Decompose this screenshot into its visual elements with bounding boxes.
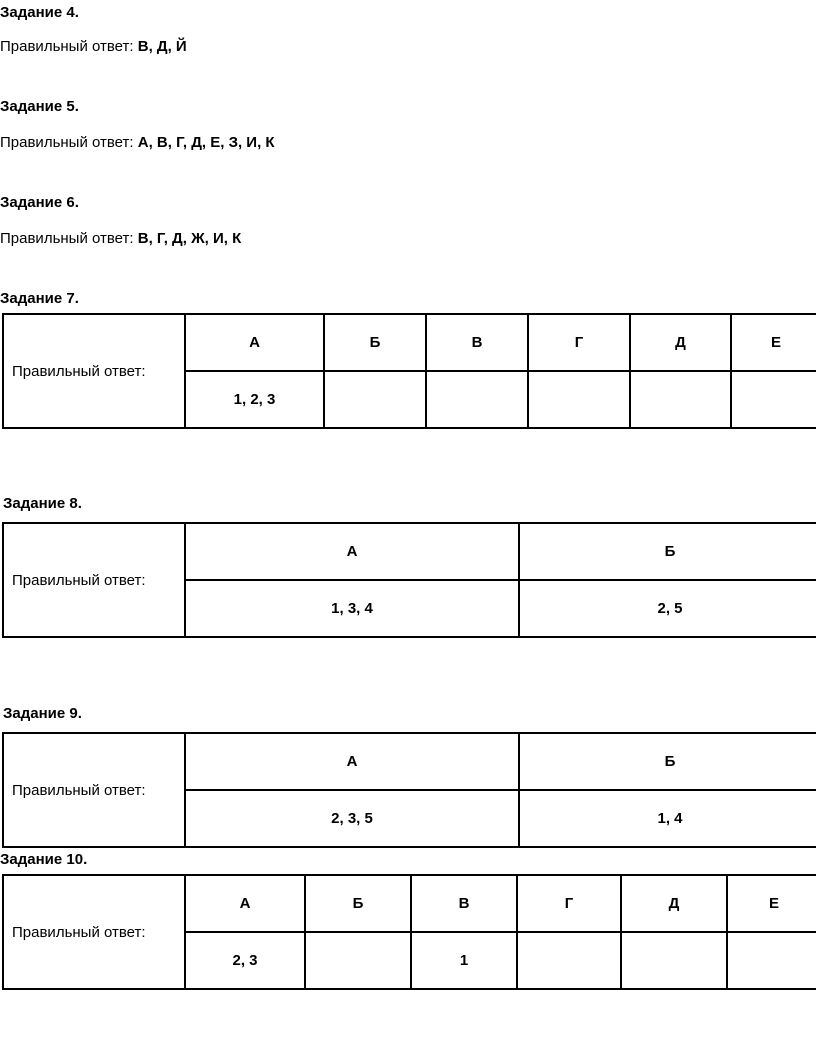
answer-label: Правильный ответ: [0,134,134,151]
task-10-title: Задание 10. [0,851,88,868]
header-cell: А [185,875,305,932]
value-cell [324,371,426,428]
value-cell [528,371,630,428]
value-cell: 2, 5 [519,580,816,637]
value-cell: 1, 2, 3 [185,371,324,428]
header-cell: В [411,875,517,932]
value-cell [621,932,727,989]
value-cell: 1, 3, 4 [185,580,519,637]
value-cell [731,371,816,428]
task-6-answer [0,230,241,247]
value-cell: 1, 4 [519,790,816,847]
header-cell: Б [519,523,816,580]
value-cell [305,932,411,989]
header-cell: Б [305,875,411,932]
task-9-title: Задание 9. [3,705,82,722]
header-cell: Д [621,875,727,932]
header-cell: В [426,314,528,371]
answer-value: В, Г, Д, Ж, И, К [137,230,242,247]
value-cell: 2, 3 [185,932,305,989]
answer-label-cell: Правильный ответ: [3,314,185,428]
answer-value: А, В, Г, Д, Е, З, И, К [137,134,275,151]
value-cell [630,371,731,428]
task-5-answer [0,134,275,151]
header-cell: А [185,733,519,790]
answer-label: Правильный ответ: [0,38,134,55]
answer-label-cell: Правильный ответ: [3,733,185,847]
task-4-title: Задание 4. [0,4,79,21]
header-cell: Е [727,875,816,932]
value-cell: 1 [411,932,517,989]
header-cell: Г [528,314,630,371]
header-cell: Б [519,733,816,790]
header-cell: Б [324,314,426,371]
header-cell: Е [731,314,816,371]
value-cell: 2, 3, 5 [185,790,519,847]
value-cell [517,932,621,989]
task-7-table [2,313,816,429]
task-6-title: Задание 6. [0,194,79,211]
header-cell: Д [630,314,731,371]
task-4-answer [0,38,187,55]
header-cell: А [185,523,519,580]
header-cell: А [185,314,324,371]
task-7-title: Задание 7. [0,290,79,307]
answer-label-cell: Правильный ответ: [3,523,185,637]
answer-value: В, Д, Й [137,38,187,55]
task-8-table [2,522,816,638]
task-10-table [2,874,816,990]
task-8-title: Задание 8. [3,495,82,512]
value-cell [426,371,528,428]
task-9-table [2,732,816,848]
answer-label: Правильный ответ: [0,230,134,247]
header-cell: Г [517,875,621,932]
answer-label-cell: Правильный ответ: [3,875,185,989]
value-cell [727,932,816,989]
task-5-title: Задание 5. [0,98,79,115]
